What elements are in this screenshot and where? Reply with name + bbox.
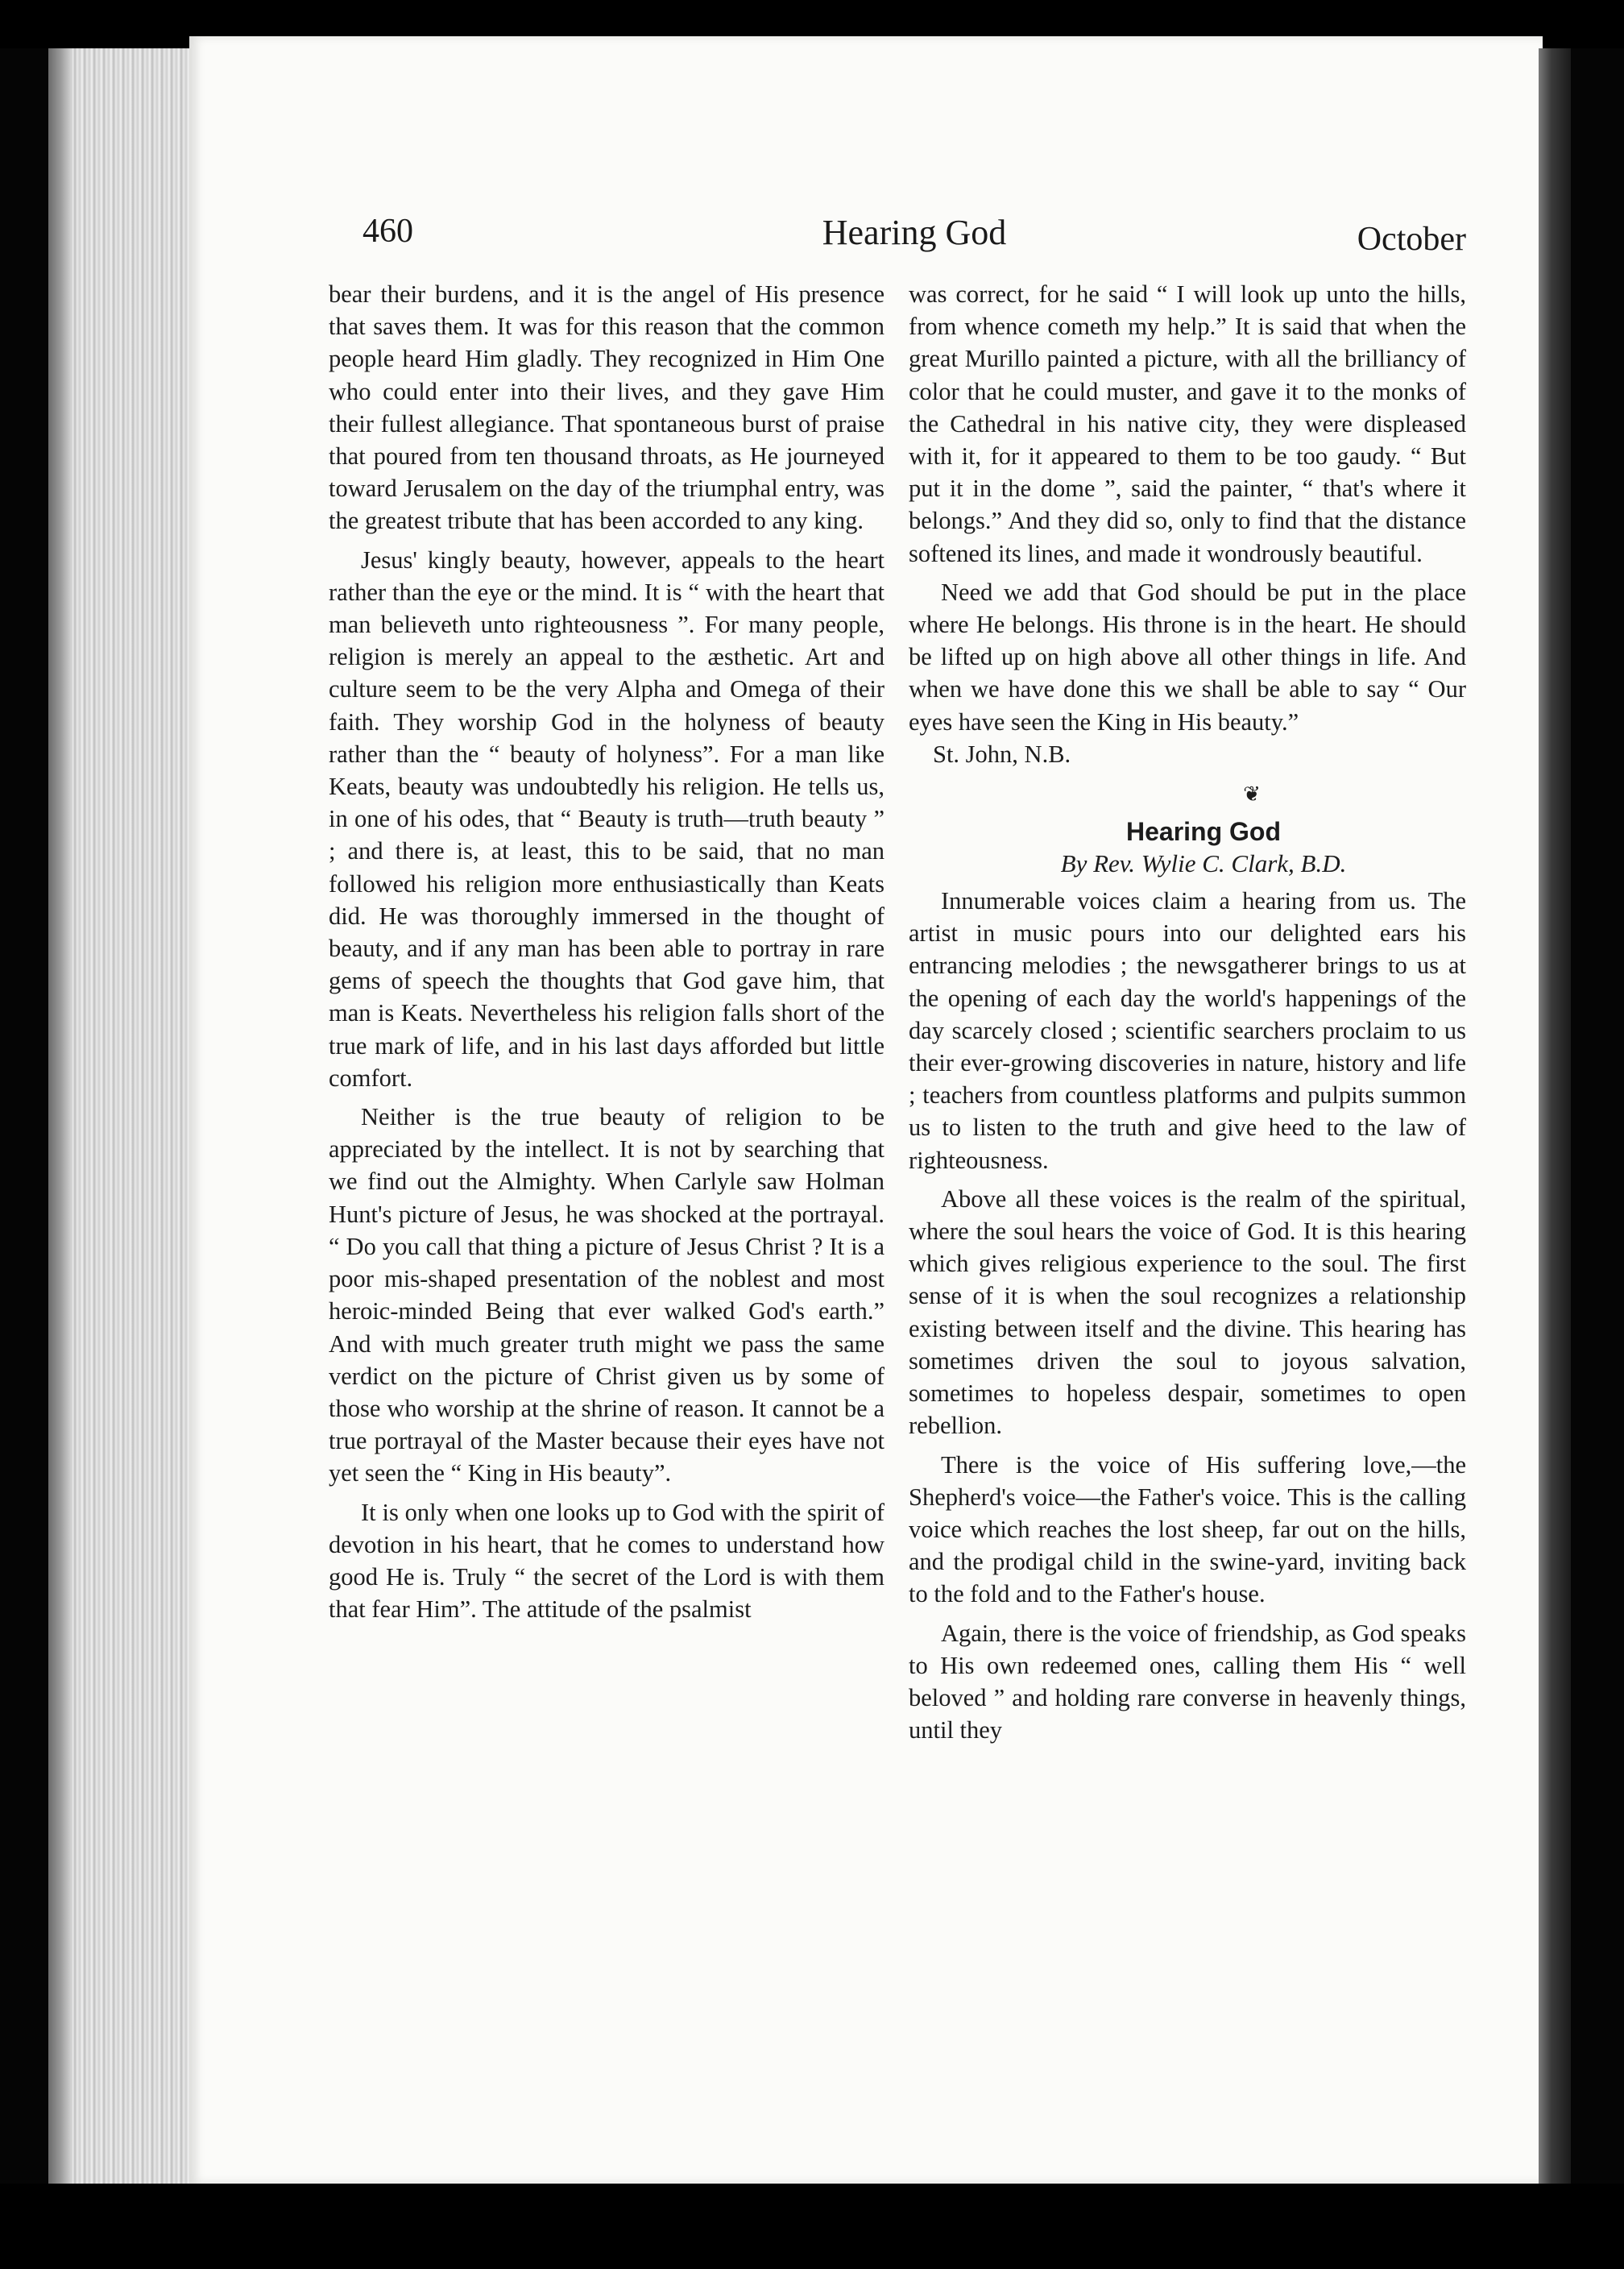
book-spine-edge: [1539, 48, 1571, 2184]
scan-bottom-border: [0, 2184, 1624, 2269]
article-title: Hearing God: [1125, 817, 1281, 847]
paragraph: Need we add that God should be put in the place where He belongs. His throne is in the heart. He should be lifted up on high above all other things in life. And when we have done this we shall be able to say “ Our eyes have seen the King in His beauty.”: [909, 578, 1466, 736]
paragraph: Above all these voices is the realm of the spiritual, where the soul hears the voice of God. It is this hearing which gives religious experience to the soul. The first sense of it is when the soul recognizes a relationship existing between itself and the divine. This hearing has sometimes driven the soul to joyous salvation, sometimes to hopeless despair, sometimes to open rebellion.: [909, 1184, 1466, 1440]
paragraph: Again, there is the voice of friendship, as God speaks to His own redeemed ones, calling them His “ well beloved ” and holding rare converse in heavenly things, until they: [909, 1619, 1466, 1744]
left-column: [329, 278, 884, 1625]
fleuron-ornament: ❦: [1243, 782, 1261, 807]
article-byline: By Rev. Wylie C. Clark, B.D.: [1060, 849, 1347, 878]
paragraph: Innumerable voices claim a hearing from us. The artist in music pours into our delighted ears his entrancing melodies ; the newsgatherer brings to us at the opening of each day the world's happenings of the day scarcely closed ; scientific searchers proclaim to us their ever-growing discoveries in nature, history and life ; teachers from countless platforms and pulpits summon us to listen to the truth and give heed to the law of righteousness.: [909, 887, 1466, 1174]
paragraph: bear their burdens, and it is the angel of His presence that saves them. It was for this reason that the common people heard Him gladly. They recognized in Him One who could enter into their lives, and they gave Him their fullest allegiance. That spontaneous burst of praise that poured from ten thousand throats, as He journeyed toward Jerusalem on the day of the triumphal entry, was the greatest tribute that has been accorded to any king.: [329, 280, 884, 535]
paragraph: Jesus' kingly beauty, however, appeals to the heart rather than the eye or the mind. It is “ with the heart that man believeth unto righteousness ”. For many people, religion is merely an appeal to the æsthetic. Art and culture seem to be the very Alpha and Omega of their faith. They worship God in the holyness of beauty rather than the “ beauty of holyness”. For a man like Keats, beauty was undoubtedly his religion. He tells us, in one of his odes, that “ Beauty is truth—truth beauty ” ; and there is, at least, this to be said, that no man followed his religion more enthusiastically than Keats did. He was thoroughly immersed in the thought of beauty, and if any man has been able to portray in rare gems of speech the thoughts that God gave him, that man is Keats. Nevertheless his religion falls short of the true mark of life, and in his last days afforded but little comfort.: [329, 545, 884, 1092]
book-page-edges: [48, 48, 189, 2184]
running-title: Hearing God: [822, 213, 1007, 252]
right-column: [909, 278, 1466, 1746]
paragraph: There is the voice of His suffering love,—the Shepherd's voice—the Father's voice. This is the calling voice which reaches the lost sheep, far out on the hills, and the prodigal child in the swine-yard, inviting back to the fold and to the Father's house.: [909, 1450, 1466, 1608]
paragraph: It is only when one looks up to God with the spirit of devotion in his heart, that he comes to understand how good He is. Truly “ the secret of the Lord is with them that fear Him”. The attitude of the psalmist: [329, 1498, 884, 1624]
paragraph: was correct, for he said “ I will look up unto the hills, from whence cometh my help.” It is said that when the great Murillo painted a picture, with all the brilliancy of color that he could muster, and gave it to the monks of the Cathedral in his native city, they were displeased with it, for it appeared to them to be too gaudy. “ But put it in the dome ”, said the painter, “ that's where it belongs.” And they did so, only to find that the distance softened its lines, and made it wondrously beautiful.: [909, 280, 1466, 567]
running-head: [362, 205, 1466, 270]
page-number: 460: [362, 213, 413, 250]
signoff-place: St. John, N.B.: [933, 740, 1071, 768]
paragraph: Neither is the true beauty of religion to be appreciated by the intellect. It is not by searching that we find out the Almighty. When Carlyle saw Holman Hunt's picture of Jesus, he was shocked at the portrayal. “ Do you call that thing a picture of Jesus Christ ? It is a poor mis-shaped presentation of the noblest and most heroic-minded Being that ever walked God's earth.” And with much greater truth might we pass the same verdict on the picture of Christ given us by some of those who worship at the shrine of reason. It cannot be a true portrayal of the Master because their eyes have not yet seen the “ King in His beauty”.: [329, 1103, 884, 1487]
running-month: October: [1357, 221, 1466, 258]
